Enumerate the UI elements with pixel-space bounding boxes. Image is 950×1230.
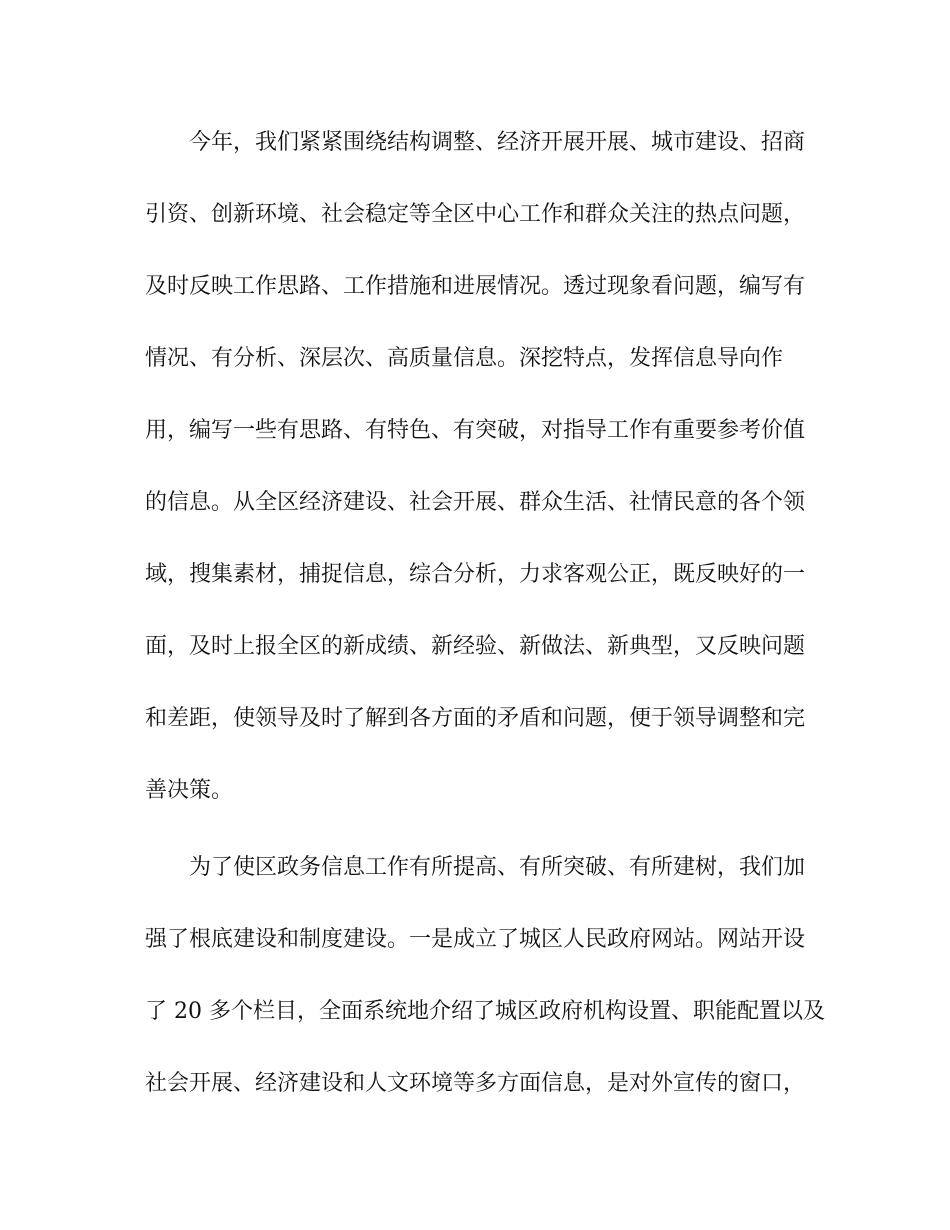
text-line: 用，编写一些有思路、有特色、有突破，对指导工作有重要参考价值 — [145, 418, 806, 443]
text-line: 今年，我们紧紧围绕结构调整、经济开展开展、城市建设、招商 — [189, 130, 806, 155]
text-line: 情况、有分析、深层次、高质量信息。深挖特点，发挥信息导向作 — [145, 346, 784, 371]
text-line: 强了根底建设和制度建设。一是成立了城区人民政府网站。网站开设 — [145, 927, 806, 952]
text-line: 和差距，使领导及时了解到各方面的矛盾和问题，便于领导调整和完 — [145, 706, 806, 731]
text-line: 及时反映工作思路、工作措施和进展情况。透过现象看问题，编写有 — [145, 274, 806, 299]
text-line: 为了使区政务信息工作有所提高、有所突破、有所建树，我们加 — [189, 855, 806, 880]
text-line: 善决策。 — [145, 778, 234, 803]
text-line: 的信息。从全区经济建设、社会开展、群众生活、社情民意的各个领 — [145, 490, 806, 515]
text-line: 域，搜集素材，捕捉信息，综合分析，力求客观公正，既反映好的一 — [145, 562, 806, 587]
text-line: 引资、创新环境、社会稳定等全区中心工作和群众关注的热点问题， — [145, 202, 806, 227]
text-line: 了 20 多个栏目，全面系统地介绍了城区政府机构设置、职能配置以及 — [145, 999, 825, 1024]
text-line: 社会开展、经济建设和人文环境等多方面信息，是对外宣传的窗口， — [145, 1071, 806, 1096]
text-line: 面，及时上报全区的新成绩、新经验、新做法、新典型，又反映问题 — [145, 634, 806, 659]
